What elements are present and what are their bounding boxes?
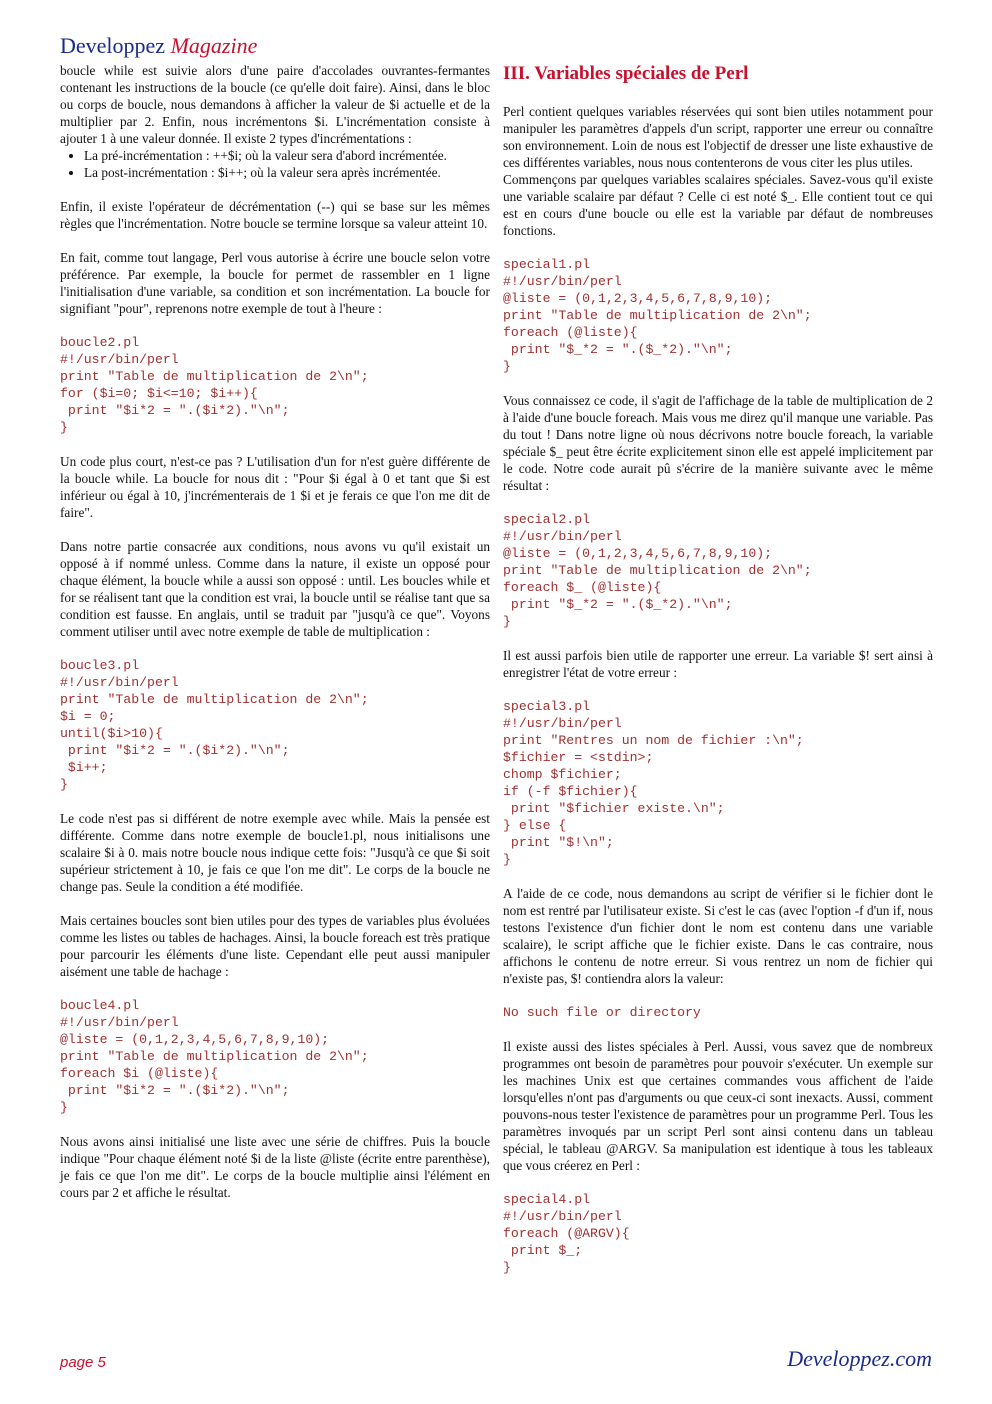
paragraph: Un code plus court, n'est-ce pas ? L'utilisation d'un for n'est guère différente de la boucle while. La boucle for nous dit : "Pour $i égal à 0 et tant que $i est inférieur ou égal à 10, j'incrémenterais de 1 $i et je ferais ce que l'on me dit de faire". <box>60 454 490 520</box>
page-number: page 5 <box>60 1354 106 1371</box>
paragraph: Commençons par quelques variables scalaires spéciales. Savez-vous qu'il existe une variable scalaire par défaut ? Celle ci est noté $_. Elle contient tout ce qui est en cours d'une boucle ou elle est la variable par défaut de nombreuses fonctions. <box>503 172 933 238</box>
section-heading: III. Variables spéciales de Perl <box>503 63 749 84</box>
paragraph: En fait, comme tout langage, Perl vous autorise à écrire une boucle selon votre préférence. Par exemple, la boucle for permet de rassembler en 1 ligne l'initialisation d'une variable, sa condition et son incrémentation. La boucle for signifiant "pour", reprenons notre exemple de tout à l'heure : <box>60 250 490 316</box>
list-item: • La post-incrémentation : $i++; où la valeur sera après incrémentée. <box>84 164 490 181</box>
code-block-special3: special3.pl #!/usr/bin/perl print "Rentres un nom de fichier :\n"; $fichier = <stdin>; chomp $fichier; if (-f $fichier){ print "$fichier existe.\n"; } else { print "$!\n"; } <box>503 699 804 867</box>
code-block-boucle3: boucle3.pl #!/usr/bin/perl print "Table de multiplication de 2\n"; $i = 0; until($i>10){ print "$i*2 = ".($i*2)."\n"; $i++; } <box>60 658 369 792</box>
paragraph: Enfin, il existe l'opérateur de décrémentation (--) qui se base sur les mêmes règles que l'incrémentation. Notre boucle se termine lorsque sa valeur atteint 10. <box>60 199 490 231</box>
code-block-boucle4: boucle4.pl #!/usr/bin/perl @liste = (0,1,2,3,4,5,6,7,8,9,10); print "Table de multiplication de 2\n"; foreach $i (@liste){ print "$i*2 = ".($i*2)."\n"; } <box>60 998 369 1115</box>
paragraph: Il est aussi parfois bien utile de rapporter une erreur. La variable $! sert ainsi à enregistrer l'état de votre erreur : <box>503 648 933 680</box>
paragraph: Vous connaissez ce code, il s'agit de l'affichage de la table de multiplication de 2 à l'aide d'une boucle foreach. Mais vous me direz qu'il manque une variable. Pas du tout ! Dans notre ligne où nous décrivons notre boucle foreach, la variable spéciale $_ peut être écrite explicitement sinon elle est appelé implicitement par le code. Notre code aurait pû s'écrire de la manière suivante avec le même résultat : <box>503 393 933 493</box>
paragraph: boucle while est suivie alors d'une paire d'accolades ouvrantes-fermantes contenant les instructions de la boucle (ce qu'elle doit faire). Ainsi, dans le bloc ou corps de boucle, nous demandons à afficher la valeur de $i actuelle et de la multiplier par 2. Enfin, nous incrémentons $i. L'incrémentation consiste à ajouter 1 à une valeur donnée. Il existe 2 types d'incrémentations : <box>60 63 490 146</box>
code-block-special4: special4.pl #!/usr/bin/perl foreach (@ARGV){ print $_; } <box>503 1192 630 1275</box>
increment-list <box>60 147 490 181</box>
right-column <box>503 62 933 1276</box>
site-name: Developpez.com <box>787 1346 932 1371</box>
paragraph: Mais certaines boucles sont bien utiles pour des types de variables plus évoluées comme les listes ou tables de hachages. Ainsi, la boucle foreach est très pratique pour parcourir les éléments d'une liste. Cependant elle peut aussi manipuler aisément une table de hachage : <box>60 913 490 979</box>
paragraph: Il existe aussi des listes spéciales à Perl. Aussi, vous savez que de nombreux programmes ont besoin de paramètres pour pouvoir s'exécuter. Un exemple sur les machines Unix est que certaines commandes vous affichent de l'aide lorsqu'elles n'ont pas d'arguments ou que ceux-ci sont inexacts. Aussi, comment pouvons-nous tester l'existence de paramètres pour un programme Perl. Tous les paramètres invoqués par un script Perl sont ainsi contenu dans un tableau spécial, le tableau @ARGV. Sa manipulation est identique à tous les tableaux que vous créerez en Perl : <box>503 1039 933 1173</box>
brand-developpez: Developpez <box>60 33 166 58</box>
paragraph: Nous avons ainsi initialisé une liste avec une série de chiffres. Puis la boucle indique "Pour chaque élément noté $i de la liste @liste (écrite entre parenthèse), je fais ce que l'on me dit". Le corps de la boucle multiplie ainsi l'élément en cours par 2 et affiche le résultat. <box>60 1134 490 1200</box>
brand-magazine: Magazine <box>170 33 258 58</box>
code-block-error-output: No such file or directory <box>503 1005 701 1020</box>
list-item: • La pré-incrémentation : ++$i; où la valeur sera d'abord incrémentée. <box>84 147 490 164</box>
code-block-special2: special2.pl #!/usr/bin/perl @liste = (0,1,2,3,4,5,6,7,8,9,10); print "Table de multiplication de 2\n"; foreach $_ (@liste){ print "$_*2 = ".($_*2)."\n"; } <box>503 512 812 629</box>
magazine-header <box>60 32 257 60</box>
paragraph: Le code n'est pas si différent de notre exemple avec while. Mais la pensée est différente. Comme dans notre exemple de boucle1.pl, nous initialisons une scalaire $i à 0. mais notre boucle nous indique cette fois: "Jusqu'à ce que $i soit supérieur strictement à 10, je fais ce que l'on me dit". Le corps de la boucle ne change pas. Seule la condition a été modifiée. <box>60 811 490 894</box>
paragraph: Perl contient quelques variables réservées qui sont bien utiles notamment pour manipuler les paramètres d'appels d'un script, rapporter une erreur ou connaître son environnement. Loin de nous est l'objectif de dresser une liste exhaustive de ces différentes variables, nous nous contenterons de vous citer les plus utiles. <box>503 104 933 170</box>
paragraph: A l'aide de ce code, nous demandons au script de vérifier si le fichier dont le nom est rentré par l'utilisateur existe. Si c'est le cas (avec l'option -f d'un if, nous testons l'existence d'un fichier dont le nom est contenu dans une variable scalaire), le script affiche que le fichier existe. Dans le cas contraire, nous affichons le contenu de notre erreur. Si vous rentrez un nom de fichier qui n'existe pas, $! contiendra alors la valeur: <box>503 886 933 986</box>
left-column <box>60 62 490 1201</box>
paragraph: Dans notre partie consacrée aux conditions, nous avons vu qu'il existait un opposé à if nommé unless. Comme dans la nature, il existe un opposé pour chaque élément, la boucle while a aussi son opposé : until. Les boucles while et for se réalisent tant que la condition est vrai, la boucle until se réalise tant que sa condition est fausse. En anglais, until se traduit par "jusqu'à ce que". Voyons comment utiliser until avec notre exemple de table de multiplication : <box>60 539 490 639</box>
code-block-special1: special1.pl #!/usr/bin/perl @liste = (0,1,2,3,4,5,6,7,8,9,10); print "Table de multiplication de 2\n"; foreach (@liste){ print "$_*2 = ".($_*2)."\n"; } <box>503 257 812 374</box>
code-block-boucle2: boucle2.pl #!/usr/bin/perl print "Table de multiplication de 2\n"; for ($i=0; $i<=10; $i++){ print "$i*2 = ".($i*2)."\n"; } <box>60 335 369 435</box>
